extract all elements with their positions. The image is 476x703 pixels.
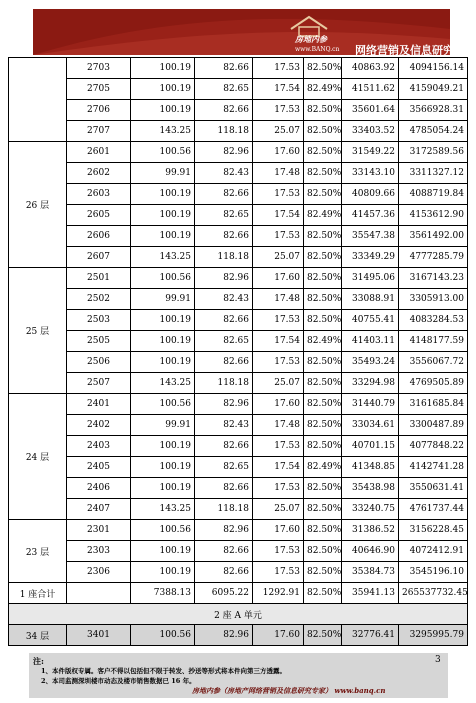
header-title: 网络营销及信息研究专家 bbox=[355, 44, 476, 57]
inner-area-cell: 82.66 bbox=[195, 226, 253, 247]
footer-brand: 房地内参（房地产网络营销及信息研究专家） www.banq.cn bbox=[192, 686, 386, 695]
total-price-cell: 4761737.44 bbox=[399, 499, 468, 520]
area-cell: 100.19 bbox=[131, 331, 195, 352]
table-row bbox=[9, 79, 468, 100]
room-cell: 2703 bbox=[67, 58, 131, 79]
unit-price-cell: 33034.61 bbox=[342, 415, 399, 436]
shared-area-cell: 17.60 bbox=[253, 142, 304, 163]
area-cell: 143.25 bbox=[131, 247, 195, 268]
table-row bbox=[9, 562, 468, 583]
unit-price-cell: 32776.41 bbox=[342, 625, 399, 646]
unit-price-cell: 31386.52 bbox=[342, 520, 399, 541]
ratio-cell: 82.50% bbox=[304, 562, 342, 583]
inner-area-cell: 82.65 bbox=[195, 331, 253, 352]
area-cell: 99.91 bbox=[131, 289, 195, 310]
room-cell: 2705 bbox=[67, 79, 131, 100]
total-price-cell: 3161685.84 bbox=[399, 394, 468, 415]
shared-area-cell: 17.53 bbox=[253, 478, 304, 499]
ratio-cell: 82.49% bbox=[304, 205, 342, 226]
subtotal-cell: 1292.91 bbox=[253, 583, 304, 604]
unit-price-cell: 40809.66 bbox=[342, 184, 399, 205]
total-price-cell: 3545196.10 bbox=[399, 562, 468, 583]
inner-area-cell: 82.96 bbox=[195, 625, 253, 646]
shared-area-cell: 17.48 bbox=[253, 289, 304, 310]
inner-area-cell: 82.66 bbox=[195, 310, 253, 331]
table-row bbox=[9, 58, 468, 79]
shared-area-cell: 25.07 bbox=[253, 121, 304, 142]
ratio-cell: 82.50% bbox=[304, 394, 342, 415]
inner-area-cell: 82.66 bbox=[195, 436, 253, 457]
area-cell: 100.19 bbox=[131, 352, 195, 373]
room-cell: 3401 bbox=[67, 625, 131, 646]
ratio-cell: 82.50% bbox=[304, 289, 342, 310]
ratio-cell: 82.50% bbox=[304, 541, 342, 562]
section-header-row bbox=[9, 604, 468, 625]
room-cell: 2507 bbox=[67, 373, 131, 394]
note-label: 注: bbox=[33, 656, 44, 666]
note-line-2: 2、本司监测深圳楼市动态及楼市销售数据已 16 年。 bbox=[41, 677, 196, 685]
table-row bbox=[9, 520, 468, 541]
total-price-cell: 4072412.91 bbox=[399, 541, 468, 562]
notes-box bbox=[29, 653, 448, 698]
total-price-cell: 3167143.23 bbox=[399, 268, 468, 289]
shared-area-cell: 17.60 bbox=[253, 520, 304, 541]
shared-area-cell: 25.07 bbox=[253, 373, 304, 394]
room-cell: 2306 bbox=[67, 562, 131, 583]
unit-price-cell: 40863.92 bbox=[342, 58, 399, 79]
area-cell: 143.25 bbox=[131, 499, 195, 520]
table-row bbox=[9, 436, 468, 457]
unit-price-cell: 33349.29 bbox=[342, 247, 399, 268]
inner-area-cell: 118.18 bbox=[195, 373, 253, 394]
inner-area-cell: 118.18 bbox=[195, 499, 253, 520]
total-price-cell: 3305913.00 bbox=[399, 289, 468, 310]
floor-cell: 26 层 bbox=[9, 142, 67, 268]
floor-cell: 23 层 bbox=[9, 520, 67, 583]
page-number: 3 bbox=[435, 655, 441, 665]
total-price-cell: 4153612.90 bbox=[399, 205, 468, 226]
shared-area-cell: 25.07 bbox=[253, 247, 304, 268]
ratio-cell: 82.50% bbox=[304, 478, 342, 499]
area-cell: 100.19 bbox=[131, 100, 195, 121]
total-price-cell: 4769505.89 bbox=[399, 373, 468, 394]
inner-area-cell: 82.43 bbox=[195, 163, 253, 184]
unit-price-cell: 31549.22 bbox=[342, 142, 399, 163]
ratio-cell: 82.50% bbox=[304, 352, 342, 373]
room-cell: 2403 bbox=[67, 436, 131, 457]
room-cell: 2502 bbox=[67, 289, 131, 310]
shared-area-cell: 17.54 bbox=[253, 457, 304, 478]
ratio-cell: 82.50% bbox=[304, 520, 342, 541]
subtotal-cell: 265537732.45 bbox=[399, 583, 468, 604]
inner-area-cell: 82.66 bbox=[195, 184, 253, 205]
ratio-cell: 82.50% bbox=[304, 163, 342, 184]
table-row bbox=[9, 226, 468, 247]
area-cell: 100.19 bbox=[131, 478, 195, 499]
unit-price-cell: 31495.06 bbox=[342, 268, 399, 289]
shared-area-cell: 17.53 bbox=[253, 562, 304, 583]
floor-cell bbox=[9, 58, 67, 142]
inner-area-cell: 82.96 bbox=[195, 520, 253, 541]
total-price-cell: 4094156.14 bbox=[399, 58, 468, 79]
room-cell: 2303 bbox=[67, 541, 131, 562]
shared-area-cell: 17.53 bbox=[253, 436, 304, 457]
room-cell: 2505 bbox=[67, 331, 131, 352]
room-cell: 2406 bbox=[67, 478, 131, 499]
area-cell: 100.19 bbox=[131, 436, 195, 457]
shared-area-cell: 17.54 bbox=[253, 331, 304, 352]
ratio-cell: 82.50% bbox=[304, 226, 342, 247]
table-row bbox=[9, 247, 468, 268]
unit-price-cell: 35601.64 bbox=[342, 100, 399, 121]
shared-area-cell: 17.54 bbox=[253, 205, 304, 226]
ratio-cell: 82.50% bbox=[304, 415, 342, 436]
unit-price-cell: 41348.85 bbox=[342, 457, 399, 478]
table-row bbox=[9, 415, 468, 436]
table-row bbox=[9, 625, 468, 646]
shared-area-cell: 17.60 bbox=[253, 625, 304, 646]
total-price-cell: 4777285.79 bbox=[399, 247, 468, 268]
sales-data-table bbox=[8, 57, 468, 646]
total-price-cell: 4088719.84 bbox=[399, 184, 468, 205]
shared-area-cell: 17.53 bbox=[253, 352, 304, 373]
area-cell: 100.19 bbox=[131, 205, 195, 226]
area-cell: 100.19 bbox=[131, 562, 195, 583]
room-cell: 2402 bbox=[67, 415, 131, 436]
total-price-cell: 3556067.72 bbox=[399, 352, 468, 373]
subtotal-cell: 82.50% bbox=[304, 583, 342, 604]
table-row bbox=[9, 184, 468, 205]
room-cell: 2401 bbox=[67, 394, 131, 415]
shared-area-cell: 17.48 bbox=[253, 415, 304, 436]
total-price-cell: 4159049.21 bbox=[399, 79, 468, 100]
room-cell: 2606 bbox=[67, 226, 131, 247]
total-price-cell: 3156228.45 bbox=[399, 520, 468, 541]
subtotal-label-cell: 1 座合计 bbox=[9, 583, 67, 604]
ratio-cell: 82.50% bbox=[304, 268, 342, 289]
total-price-cell: 3311327.12 bbox=[399, 163, 468, 184]
subtotal-cell: 6095.22 bbox=[195, 583, 253, 604]
room-cell: 2501 bbox=[67, 268, 131, 289]
subtotal-cell bbox=[67, 583, 131, 604]
total-price-cell: 4083284.53 bbox=[399, 310, 468, 331]
area-cell: 100.56 bbox=[131, 520, 195, 541]
floor-cell: 24 层 bbox=[9, 394, 67, 520]
unit-price-cell: 33294.98 bbox=[342, 373, 399, 394]
area-cell: 100.19 bbox=[131, 541, 195, 562]
room-cell: 2706 bbox=[67, 100, 131, 121]
area-cell: 143.25 bbox=[131, 373, 195, 394]
table-row bbox=[9, 394, 468, 415]
shared-area-cell: 17.53 bbox=[253, 184, 304, 205]
inner-area-cell: 82.66 bbox=[195, 478, 253, 499]
table-row bbox=[9, 163, 468, 184]
note-line-1: 1、本件版权专属。客户不得以包括但不限于转发、抄送等形式将本件向第三方透露。 bbox=[41, 667, 287, 675]
ratio-cell: 82.50% bbox=[304, 58, 342, 79]
table-row bbox=[9, 289, 468, 310]
unit-price-cell: 41403.11 bbox=[342, 331, 399, 352]
room-cell: 2602 bbox=[67, 163, 131, 184]
room-cell: 2607 bbox=[67, 247, 131, 268]
shared-area-cell: 17.53 bbox=[253, 541, 304, 562]
total-price-cell: 3172589.56 bbox=[399, 142, 468, 163]
inner-area-cell: 82.96 bbox=[195, 268, 253, 289]
room-cell: 2506 bbox=[67, 352, 131, 373]
room-cell: 2601 bbox=[67, 142, 131, 163]
inner-area-cell: 82.65 bbox=[195, 457, 253, 478]
ratio-cell: 82.49% bbox=[304, 79, 342, 100]
unit-price-cell: 35438.98 bbox=[342, 478, 399, 499]
ratio-cell: 82.50% bbox=[304, 121, 342, 142]
area-cell: 100.56 bbox=[131, 625, 195, 646]
area-cell: 100.19 bbox=[131, 457, 195, 478]
ratio-cell: 82.50% bbox=[304, 247, 342, 268]
room-cell: 2405 bbox=[67, 457, 131, 478]
table-row bbox=[9, 499, 468, 520]
unit-price-cell: 33088.91 bbox=[342, 289, 399, 310]
inner-area-cell: 82.66 bbox=[195, 58, 253, 79]
area-cell: 100.56 bbox=[131, 268, 195, 289]
table-row bbox=[9, 457, 468, 478]
total-price-cell: 3561492.00 bbox=[399, 226, 468, 247]
table-row bbox=[9, 268, 468, 289]
total-price-cell: 4142741.28 bbox=[399, 457, 468, 478]
table-row bbox=[9, 541, 468, 562]
area-cell: 99.91 bbox=[131, 415, 195, 436]
total-price-cell: 4148177.59 bbox=[399, 331, 468, 352]
inner-area-cell: 118.18 bbox=[195, 121, 253, 142]
inner-area-cell: 82.43 bbox=[195, 289, 253, 310]
shared-area-cell: 17.60 bbox=[253, 268, 304, 289]
page-header-banner bbox=[33, 9, 476, 57]
section-header-cell: 2 座 A 单元 bbox=[9, 604, 468, 625]
area-cell: 100.19 bbox=[131, 58, 195, 79]
unit-price-cell: 33403.52 bbox=[342, 121, 399, 142]
inner-area-cell: 82.43 bbox=[195, 415, 253, 436]
table-row bbox=[9, 100, 468, 121]
table-row bbox=[9, 373, 468, 394]
room-cell: 2301 bbox=[67, 520, 131, 541]
table-body bbox=[9, 58, 468, 646]
shared-area-cell: 17.53 bbox=[253, 226, 304, 247]
inner-area-cell: 82.65 bbox=[195, 205, 253, 226]
unit-price-cell: 35384.73 bbox=[342, 562, 399, 583]
unit-price-cell: 41457.36 bbox=[342, 205, 399, 226]
ratio-cell: 82.50% bbox=[304, 100, 342, 121]
ratio-cell: 82.50% bbox=[304, 499, 342, 520]
shared-area-cell: 25.07 bbox=[253, 499, 304, 520]
room-cell: 2605 bbox=[67, 205, 131, 226]
ratio-cell: 82.50% bbox=[304, 310, 342, 331]
room-cell: 2603 bbox=[67, 184, 131, 205]
unit-price-cell: 33143.10 bbox=[342, 163, 399, 184]
table-row bbox=[9, 121, 468, 142]
total-price-cell: 3295995.79 bbox=[399, 625, 468, 646]
ratio-cell: 82.49% bbox=[304, 457, 342, 478]
table-row bbox=[9, 352, 468, 373]
shared-area-cell: 17.53 bbox=[253, 100, 304, 121]
area-cell: 100.19 bbox=[131, 184, 195, 205]
area-cell: 100.56 bbox=[131, 142, 195, 163]
unit-price-cell: 33240.75 bbox=[342, 499, 399, 520]
subtotal-cell: 35941.13 bbox=[342, 583, 399, 604]
ratio-cell: 82.50% bbox=[304, 373, 342, 394]
logo-text: 房地内参 bbox=[295, 34, 327, 44]
inner-area-cell: 82.66 bbox=[195, 541, 253, 562]
area-cell: 100.19 bbox=[131, 226, 195, 247]
unit-price-cell: 41511.62 bbox=[342, 79, 399, 100]
total-price-cell: 3300487.89 bbox=[399, 415, 468, 436]
inner-area-cell: 82.66 bbox=[195, 562, 253, 583]
room-cell: 2407 bbox=[67, 499, 131, 520]
area-cell: 100.56 bbox=[131, 394, 195, 415]
shared-area-cell: 17.60 bbox=[253, 394, 304, 415]
area-cell: 100.19 bbox=[131, 79, 195, 100]
unit-price-cell: 31440.79 bbox=[342, 394, 399, 415]
shared-area-cell: 17.53 bbox=[253, 310, 304, 331]
inner-area-cell: 82.66 bbox=[195, 352, 253, 373]
unit-price-cell: 40701.15 bbox=[342, 436, 399, 457]
unit-price-cell: 35493.24 bbox=[342, 352, 399, 373]
unit-price-cell: 35547.38 bbox=[342, 226, 399, 247]
shared-area-cell: 17.48 bbox=[253, 163, 304, 184]
room-cell: 2503 bbox=[67, 310, 131, 331]
logo-url: www.BANQ.cn bbox=[295, 46, 340, 53]
inner-area-cell: 118.18 bbox=[195, 247, 253, 268]
floor-cell: 34 层 bbox=[9, 625, 67, 646]
area-cell: 143.25 bbox=[131, 121, 195, 142]
total-price-cell: 3566928.31 bbox=[399, 100, 468, 121]
ratio-cell: 82.50% bbox=[304, 142, 342, 163]
total-price-cell: 4785054.24 bbox=[399, 121, 468, 142]
ratio-cell: 82.50% bbox=[304, 625, 342, 646]
inner-area-cell: 82.96 bbox=[195, 394, 253, 415]
table-row bbox=[9, 205, 468, 226]
area-cell: 99.91 bbox=[131, 163, 195, 184]
inner-area-cell: 82.96 bbox=[195, 142, 253, 163]
room-cell: 2707 bbox=[67, 121, 131, 142]
total-price-cell: 4077848.22 bbox=[399, 436, 468, 457]
ratio-cell: 82.50% bbox=[304, 436, 342, 457]
unit-price-cell: 40646.90 bbox=[342, 541, 399, 562]
unit-price-cell: 40755.41 bbox=[342, 310, 399, 331]
inner-area-cell: 82.65 bbox=[195, 79, 253, 100]
table-row bbox=[9, 478, 468, 499]
shared-area-cell: 17.54 bbox=[253, 79, 304, 100]
inner-area-cell: 82.66 bbox=[195, 100, 253, 121]
total-price-cell: 3550631.41 bbox=[399, 478, 468, 499]
shared-area-cell: 17.53 bbox=[253, 58, 304, 79]
ratio-cell: 82.50% bbox=[304, 184, 342, 205]
area-cell: 100.19 bbox=[131, 310, 195, 331]
table-row bbox=[9, 310, 468, 331]
table-row bbox=[9, 142, 468, 163]
table-row bbox=[9, 331, 468, 352]
subtotal-cell: 7388.13 bbox=[131, 583, 195, 604]
subtotal-row bbox=[9, 583, 468, 604]
floor-cell: 25 层 bbox=[9, 268, 67, 394]
ratio-cell: 82.49% bbox=[304, 331, 342, 352]
